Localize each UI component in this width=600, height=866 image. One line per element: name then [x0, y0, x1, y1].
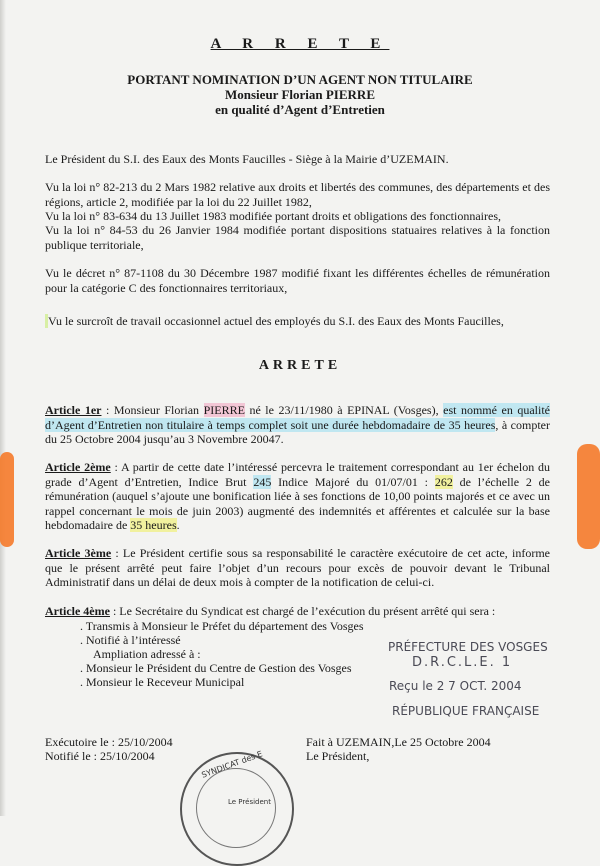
- article-3-label: Article 3ème: [45, 546, 112, 560]
- article-2-text-c: de l’échelle 2 de rémunération (auquel s’ajoute une bonification liée à ses fonctions de 10,00 points majorés et ce avec un rappel concernant le mois de juin 2003) augmenté des indemnités et afférentes et calculée sur la base hebdomadaire de: [45, 474, 551, 532]
- list-item: . Notifié à l’intéressé: [80, 633, 181, 647]
- article-2: [45, 460, 550, 533]
- document-title: A R R E T E: [210, 36, 390, 52]
- syndicat-seal: [180, 752, 294, 866]
- article-1: [45, 403, 550, 447]
- vu-loi-83-634: Vu la loi n° 83-634 du 13 Juillet 1983 modifiée portant droits et obligations des fonctionnaires,: [45, 209, 502, 223]
- highlighter-mark-left: [0, 452, 14, 547]
- fait-a: Fait à UZEMAIN,Le 25 Octobre 2004: [306, 735, 491, 749]
- executoire-date: Exécutoire le : 25/10/2004: [45, 735, 173, 749]
- vu-surcroit-text: Vu le surcroît de travail occasionnel actuel des employés du S.I. des Eaux des Monts Faucilles,: [48, 314, 504, 328]
- indice-majore: 262: [434, 474, 453, 489]
- subtitle-line-1: PORTANT NOMINATION D’UN AGENT NON TITULAIRE: [127, 72, 473, 87]
- article-4: [45, 604, 550, 619]
- article-1-label: Article 1er: [45, 403, 102, 417]
- stamp-prefecture: PRÉFECTURE DES VOSGES: [388, 640, 548, 654]
- article-1-highlight: est nommé en qualité d’Agent d’Entretien non titulaire à temps complet soit une durée hebdomadaire de 35 heures: [45, 403, 550, 432]
- article-3: [45, 546, 550, 590]
- article-2-text-b: Indice Majoré du 01/07/01 :: [271, 474, 435, 489]
- article-4-text: : Le Secrétaire du Syndicat est chargé de l’exécution du présent arrêté qui sera :: [109, 604, 496, 618]
- article-2-hours: 35 heures: [130, 518, 177, 532]
- subtitle-line-3: en qualité d’Agent d’Entretien: [215, 102, 385, 117]
- article-1-text-c: , à compter du 25 Octobre 2004 jusqu’au 3 Novembre 20047.: [45, 417, 550, 446]
- indice-brut: 245: [253, 474, 272, 489]
- list-item: . Monsieur le Receveur Municipal: [80, 675, 245, 689]
- arrete-heading: ARRETE: [258, 358, 342, 373]
- vu-loi-82-213: Vu la loi n° 82-213 du 2 Mars 1982 relative aux droits et libertés des communes, des départements et des régions, article 2, modifiée par la loi du 22 Juillet 1982,: [45, 180, 550, 209]
- seal-inner-ring: [196, 768, 276, 848]
- stamp-republique: RÉPUBLIQUE FRANÇAISE: [392, 704, 540, 718]
- vu-loi-84-53: Vu la loi n° 84-53 du 26 Janvier 1984 modifiée portant dispositions statuaires relatives à la fonction publique territoriale,: [45, 223, 550, 252]
- article-3-text: : Le Président certifie sous sa responsabilité le caractère exécutoire de cet acte, informe que le présent arrêté peut faire l’objet d’un recours pour excès de pouvoir devant le Tribunal Administratif dans un délai de deux mois à compter de la notification de celui-ci.: [45, 546, 550, 589]
- list-item: . Monsieur le Président du Centre de Gestion des Vosges: [80, 661, 352, 675]
- president-intro: Le Président du S.I. des Eaux des Monts Faucilles - Siège à la Mairie d’UZEMAIN.: [45, 152, 449, 166]
- notifie-date: Notifié le : 25/10/2004: [45, 749, 155, 763]
- signatory-title: Le Président,: [306, 749, 370, 763]
- article-1-text-b: né le 23/11/1980 à EPINAL (Vosges),: [244, 403, 444, 417]
- vu-surcroit: [45, 314, 550, 329]
- seal-arc-text: SYNDICAT des E: [200, 749, 264, 780]
- article-4-label: Article 4ème: [45, 604, 110, 618]
- seal-center-text: Le Président: [228, 798, 271, 806]
- scan-shadow: [0, 0, 6, 816]
- vu-decret-87-1108: Vu le décret n° 87-1108 du 30 Décembre 1987 modifié fixant les différentes échelles de rémunération pour la catégorie C des fonctionnaires territoriaux,: [45, 266, 550, 295]
- article-2-text-a: : A partir de cette date l’intéressé percevra le traitement correspondant au 1er échelon du grade d’Agent d’Entretien, Indice Brut: [45, 460, 550, 489]
- article-1-name: PIERRE: [203, 403, 245, 417]
- highlighter-mark-right: [577, 444, 600, 549]
- article-2-label: Article 2ème: [45, 460, 111, 474]
- list-item: Ampliation adressé à :: [93, 647, 201, 661]
- article-1-text-a: : Monsieur Florian: [101, 403, 204, 417]
- list-item: . Transmis à Monsieur le Préfet du département des Vosges: [80, 619, 364, 633]
- article-2-text-d: .: [176, 518, 180, 532]
- stamp-recu: Reçu le 2 7 OCT. 2004: [389, 679, 522, 693]
- stamp-drcle: D.R.C.L.E. 1: [412, 655, 513, 670]
- subtitle-line-2: Monsieur Florian PIERRE: [225, 87, 375, 102]
